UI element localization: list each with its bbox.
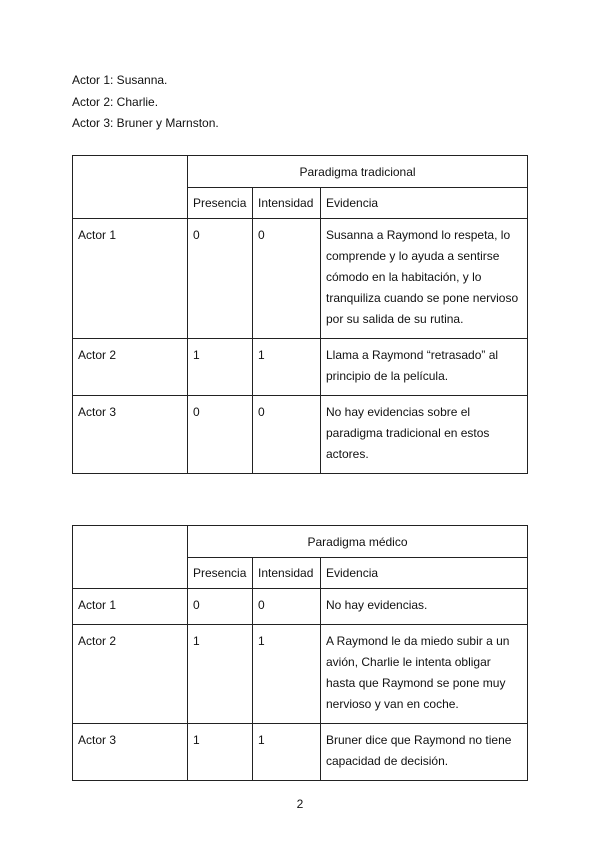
table-row xyxy=(73,724,528,781)
intensidad-cell: 1 xyxy=(253,339,321,396)
intensidad-cell: 0 xyxy=(253,589,321,625)
actor-line-3: Actor 3: Bruner y Marnston. xyxy=(72,116,219,130)
evidencia-cell: A Raymond le da miedo subir a un avión, Charlie le intenta obligar hasta que Raymond se pone muy nervioso y van en coche. xyxy=(321,625,528,724)
presencia-cell: 1 xyxy=(188,625,253,724)
actor-cell: Actor 1 xyxy=(73,589,188,625)
table-title: Paradigma médico xyxy=(188,526,528,558)
evidencia-cell: Llama a Raymond “retrasado” al principio de la película. xyxy=(321,339,528,396)
empty-corner-cell xyxy=(73,526,188,589)
header-intensidad: Intensidad xyxy=(253,558,321,589)
evidencia-cell: Susanna a Raymond lo respeta, lo comprende y lo ayuda a sentirse cómodo en la habitación, y lo tranquiliza cuando se pone nervioso por su salida de su rutina. xyxy=(321,219,528,339)
actor-cell: Actor 3 xyxy=(73,396,188,474)
presencia-cell: 0 xyxy=(188,396,253,474)
actor-list xyxy=(72,70,219,135)
actor-line-2: Actor 2: Charlie. xyxy=(72,94,159,109)
page-number: 2 xyxy=(296,797,304,811)
table-row xyxy=(73,339,528,396)
evidencia-cell: No hay evidencias. xyxy=(321,589,528,625)
presencia-cell: 0 xyxy=(188,219,253,339)
actor-cell: Actor 2 xyxy=(73,339,188,396)
intensidad-cell: 0 xyxy=(253,396,321,474)
table-paradigma-tradicional xyxy=(72,155,528,474)
actor-cell: Actor 2 xyxy=(73,625,188,724)
presencia-cell: 1 xyxy=(188,724,253,781)
header-intensidad: Intensidad xyxy=(253,188,321,219)
table-title: Paradigma tradicional xyxy=(188,156,528,188)
actor-cell: Actor 1 xyxy=(73,219,188,339)
evidencia-cell: Bruner dice que Raymond no tiene capacidad de decisión. xyxy=(321,724,528,781)
table-row xyxy=(73,589,528,625)
presencia-cell: 1 xyxy=(188,339,253,396)
actor-line-1: Actor 1: Susanna. xyxy=(72,73,168,87)
header-presencia: Presencia xyxy=(188,558,253,589)
header-evidencia: Evidencia xyxy=(321,558,528,589)
presencia-cell: 0 xyxy=(188,589,253,625)
table-paradigma-medico xyxy=(72,525,528,781)
table-row xyxy=(73,625,528,724)
header-presencia: Presencia xyxy=(188,188,253,219)
intensidad-cell: 1 xyxy=(253,625,321,724)
intensidad-cell: 0 xyxy=(253,219,321,339)
empty-corner-cell xyxy=(73,156,188,219)
header-evidencia: Evidencia xyxy=(321,188,528,219)
table-row xyxy=(73,396,528,474)
table-row xyxy=(73,219,528,339)
evidencia-cell: No hay evidencias sobre el paradigma tradicional en estos actores. xyxy=(321,396,528,474)
actor-cell: Actor 3 xyxy=(73,724,188,781)
intensidad-cell: 1 xyxy=(253,724,321,781)
